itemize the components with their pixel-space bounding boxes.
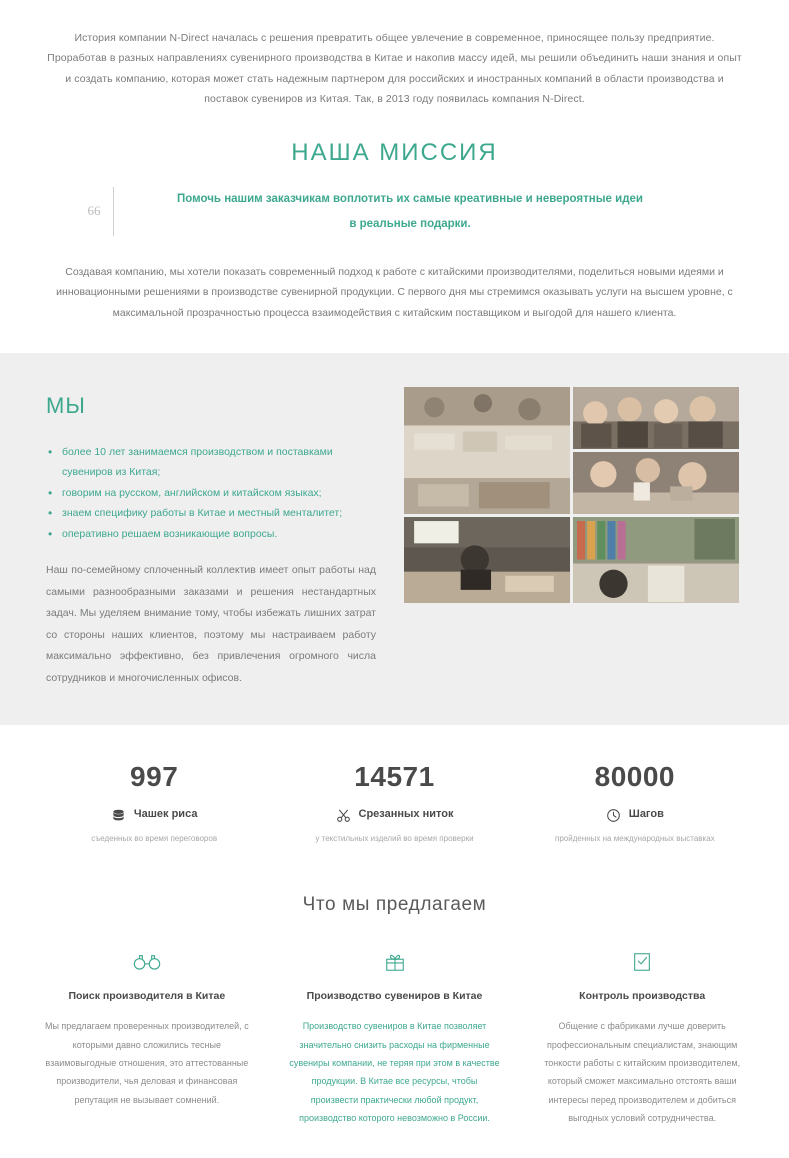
- quote-divider: [113, 187, 114, 235]
- photo-worker-studio-art: [404, 517, 570, 603]
- checklist-icon: [535, 949, 749, 975]
- photo-craft-table-art: [404, 387, 570, 514]
- quote-line-1: Помочь нашим заказчикам воплотить их самые креативные и невероятные идеи: [177, 193, 643, 206]
- we-heading: МЫ: [46, 393, 86, 419]
- intro-section: [0, 0, 789, 110]
- offer-text: Производство сувениров в Китае позволяет значительно снизить расходы на фирменные сувениры компании, не теряя при этом в качестве продукции. В Китае все ресурсы, чтобы произвести практически любой продукт, производство которого невозможно в России.: [289, 1021, 500, 1124]
- mission-section: [0, 110, 789, 236]
- photo-team-dinner-art: [573, 452, 739, 514]
- list-item: • оперативно решаем возникающие вопросы.: [46, 524, 376, 544]
- we-list: [46, 442, 376, 544]
- counter-item: [34, 759, 274, 845]
- we-text-column: [46, 387, 376, 689]
- photo-team-dinner: [573, 452, 739, 514]
- counter-label-row: [274, 805, 514, 824]
- counter-label-row: [515, 805, 755, 824]
- offer-card[interactable]: [278, 949, 512, 1128]
- list-item: • говорим на русском, английском и китайском языках;: [46, 483, 376, 503]
- counter-item: [274, 759, 514, 845]
- offers-row: [30, 949, 759, 1128]
- photo-worker-studio: [404, 517, 570, 603]
- counter-label: Срезанных ниток: [358, 808, 454, 821]
- list-item: • более 10 лет занимаемся производством и поставками сувениров из Китая;: [46, 442, 376, 483]
- counter-item: [515, 759, 755, 845]
- offer-text: Общение с фабриками лучше доверить профессиональным специалистам, знающим тонкости работы с китайским производителем, который сможет максимально отстоять ваши интересы перед производителем и добиться выгодных условий сотрудничества.: [544, 1021, 741, 1124]
- counter-subtext: у текстильных изделий во время проверки: [315, 833, 474, 843]
- counter-label: Чашек риса: [133, 808, 198, 821]
- gift-icon: [288, 949, 502, 975]
- counter-subtext: пройденных на международных выставках: [555, 833, 715, 843]
- we-photo-gallery: [404, 387, 739, 689]
- offers-section: [0, 872, 789, 1158]
- counter-subtext: съеденных во время переговоров: [91, 833, 218, 843]
- mission-quote: [65, 187, 725, 235]
- mission-description-text: Создавая компанию, мы хотели показать современный подход к работе с китайскими производителями, поделиться новыми идеями и инновационными решениями в производстве сувенирной продукции. С первого дня мы стремимся оказывать услуги на высшем уровне, с максимальной прозрачностью процесса взаимодействия с китайским поставщиком и выгодой для нашего клиента.: [56, 265, 733, 319]
- photo-warehouse-shelves: [573, 517, 739, 603]
- photo-craft-table: [404, 387, 570, 514]
- binoculars-icon: [40, 949, 254, 975]
- cup-icon: [111, 808, 126, 823]
- offer-title: Поиск производителя в Китае: [68, 989, 226, 1002]
- list-item: • знаем специфику работы в Китае и местный менталитет;: [46, 503, 376, 523]
- offer-card[interactable]: [525, 949, 759, 1128]
- counter-label-row: [34, 805, 274, 824]
- intro-paragraph: История компании N-Direct началась с решения превратить общее увлечение в современное, приносящее пользу предприятие. Проработав в разных направлениях сувенирного производства в Китае и накопив массу идей, мы решили объединить наши знания и опыт и создать компанию, которая может стать надежным партнером для российских и иностранных компаний в области производства и поставок сувениров из Китая. Так, в 2013 году появилась компания N-Direct.: [47, 32, 742, 106]
- counter-number: 997: [130, 761, 179, 793]
- quote-mark: 66: [87, 203, 101, 219]
- we-section: [0, 353, 789, 725]
- we-paragraph: Наш по-семейному сплоченный коллектив имеет опыт работы над самыми разнообразными заказами и решения нестандартных задач. Мы уделяем внимание тому, чтобы избежать лишних затрат со стороны наших клиентов, поэтому мы настраиваем работу максимально эффективно, без привлечения огромного числа сотрудников и многочисленных офисов.: [46, 564, 376, 684]
- counter-label: Шагов: [628, 808, 664, 821]
- photo-warehouse-shelves-art: [573, 517, 739, 603]
- mission-description: [0, 236, 789, 353]
- offers-heading: Что мы предлагаем: [302, 893, 487, 915]
- quote-line-2: в реальные подарки.: [349, 217, 471, 230]
- offer-title: Контроль производства: [579, 989, 706, 1002]
- counter-number: 80000: [594, 761, 675, 793]
- counters-section: [0, 725, 789, 871]
- mission-heading: НАША МИССИЯ: [291, 138, 498, 166]
- quote-body: [136, 187, 725, 235]
- photo-team-meeting-art: [573, 387, 739, 449]
- counter-number: 14571: [354, 761, 435, 793]
- scissors-icon: [336, 808, 351, 823]
- offer-title: Производство сувениров в Китае: [306, 989, 483, 1002]
- offer-text: Мы предлагаем проверенных производителей, с которыми давно сложились тесные взаимовыгодные отношения, это аттестованные производители, чья деловая и финансовая репутация не вызывает сомнений.: [44, 1021, 249, 1105]
- photo-team-meeting: [573, 387, 739, 449]
- clock-icon: [606, 808, 621, 823]
- offer-card[interactable]: [30, 949, 264, 1128]
